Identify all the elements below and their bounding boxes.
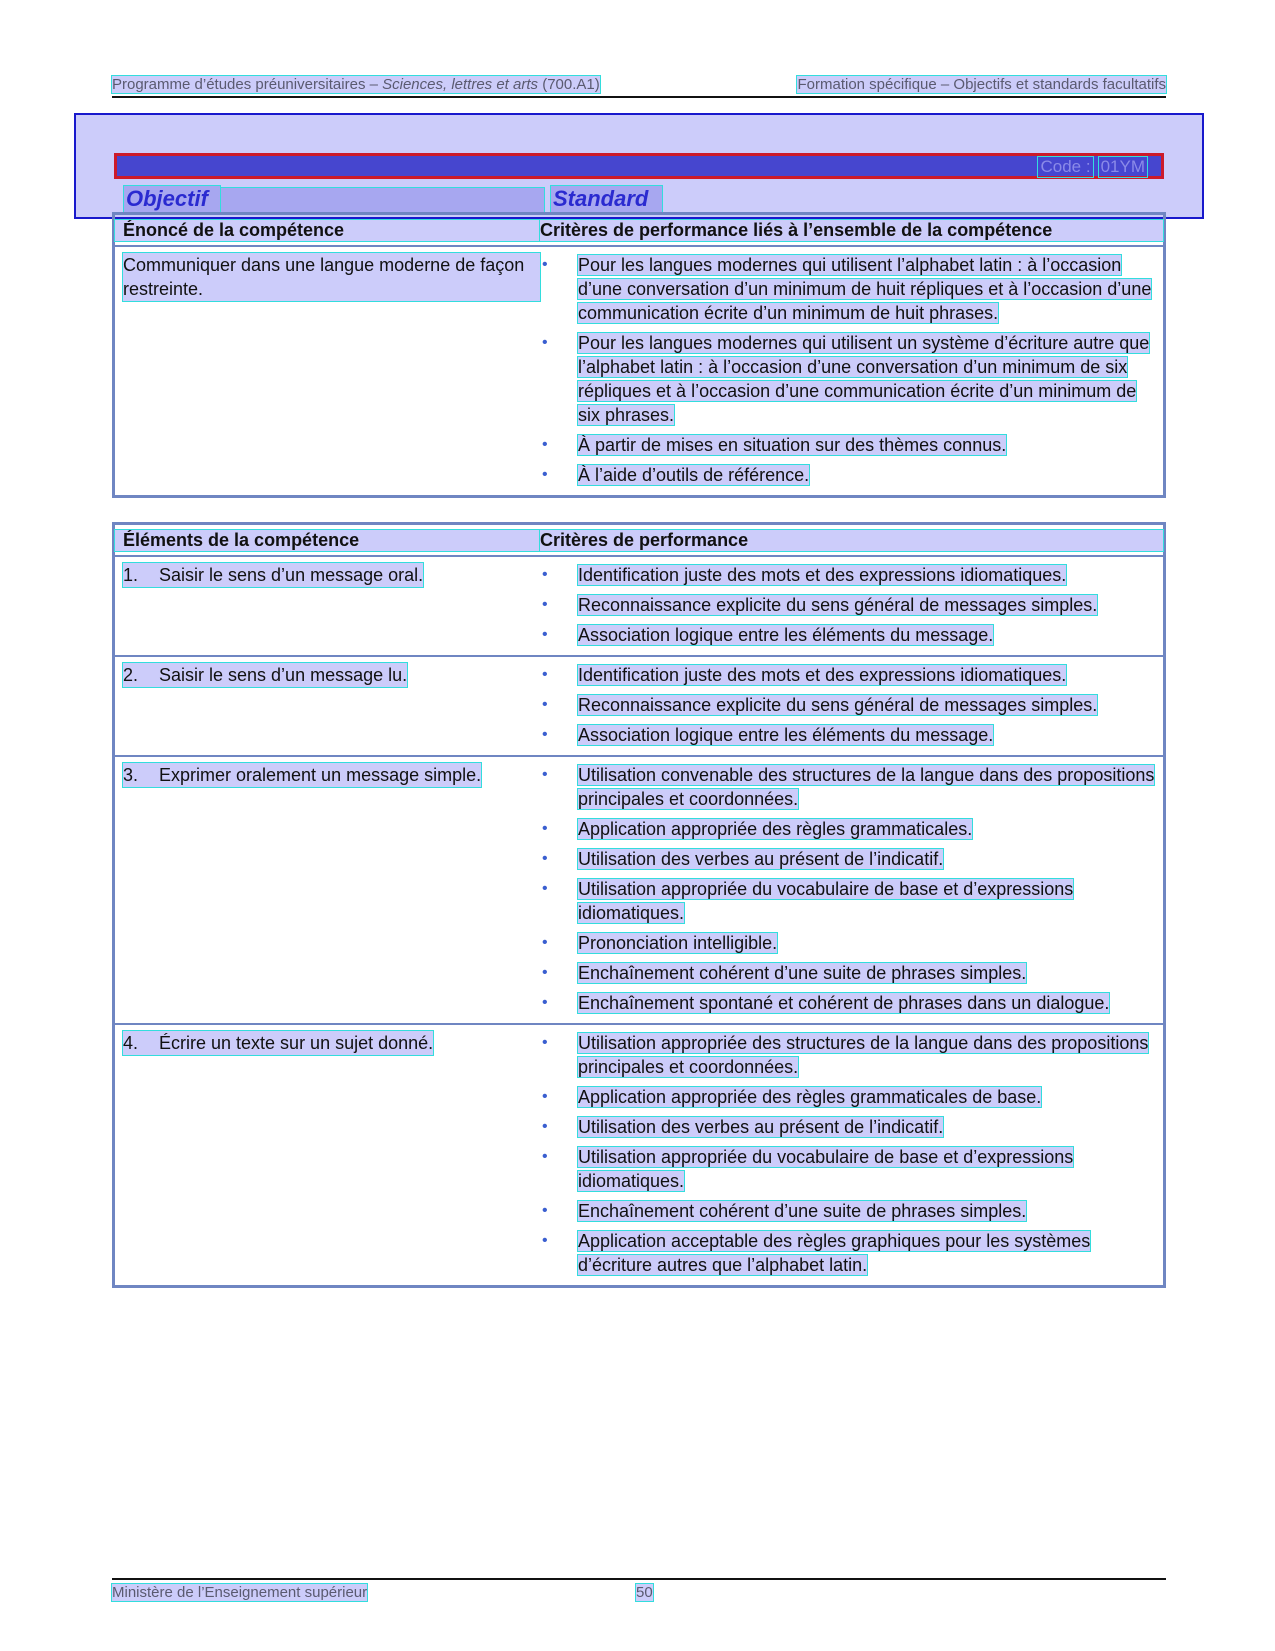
element-row (115, 757, 1163, 1025)
bullet-icon: • (542, 964, 548, 981)
code-label (1038, 157, 1147, 177)
bullet-icon: • (542, 994, 548, 1011)
element-number: 1. (123, 565, 139, 585)
bullet-icon: • (542, 880, 548, 897)
header-section: Formation spécifique – Objectifs et standards facultatifs (797, 76, 1166, 93)
element-label: Saisir le sens d’un message oral. (159, 565, 424, 585)
criterion-item (540, 961, 1155, 985)
bullet-icon: • (542, 1148, 548, 1165)
criterion-item (540, 663, 1155, 687)
performance-cell (540, 663, 1163, 747)
criteria-list (540, 1031, 1155, 1277)
bullet-icon: • (542, 256, 548, 273)
element-label: Exprimer oralement un message simple. (159, 765, 482, 785)
criterion-text: Utilisation des verbes au présent de l’indicatif. (578, 849, 944, 869)
criterion-item (540, 1085, 1155, 1109)
bullet-icon: • (542, 626, 548, 643)
criterion-text: Utilisation appropriée des structures de la langue dans des propositions principales et coordonnées. (578, 1033, 1149, 1077)
bullet-icon: • (542, 934, 548, 951)
code-bar (114, 153, 1164, 179)
element-cell (115, 763, 540, 1015)
element-cell (115, 663, 540, 747)
performance-cell (540, 563, 1163, 647)
statement-cell (115, 253, 540, 487)
bullet-icon: • (542, 820, 548, 837)
criterion-item (540, 763, 1155, 811)
element-number: 4. (123, 1033, 139, 1053)
criterion-text: Association logique entre les éléments du message. (578, 625, 994, 645)
criterion-text: Association logique entre les éléments du message. (578, 725, 994, 745)
criterion-item (540, 693, 1155, 717)
bullet-icon: • (542, 596, 548, 613)
criterion-text: Application acceptable des règles graphiques pour les systèmes d’écriture autres que l’alphabet latin. (578, 1231, 1091, 1275)
bullet-icon: • (542, 1088, 548, 1105)
performance-cell (540, 1031, 1163, 1277)
criterion-text: Enchaînement cohérent d’une suite de phrases simples. (578, 963, 1027, 983)
criterion-text: Reconnaissance explicite du sens général de messages simples. (578, 695, 1098, 715)
criterion-text: Utilisation appropriée du vocabulaire de base et d’expressions idiomatiques. (578, 1147, 1074, 1191)
page-number: 50 (636, 1584, 653, 1601)
header-program: Programme d’études préuniversitaires – Sciences, lettres et arts (700.A1) (112, 76, 600, 93)
criterion-text: Identification juste des mots et des expressions idiomatiques. (578, 565, 1067, 585)
competence-table (112, 212, 1166, 498)
elements-rows (115, 557, 1163, 1285)
element-cell (115, 563, 540, 647)
standard-title: Standard (551, 186, 662, 212)
element-label: Écrire un texte sur un sujet donné. (159, 1033, 434, 1053)
bullet-icon: • (542, 696, 548, 713)
bullet-icon: • (542, 466, 548, 483)
criterion-item (540, 1031, 1155, 1079)
criterion-item (540, 931, 1155, 955)
criteria-header: Critères de performance liés à l’ensemble de la compétence (540, 220, 1163, 241)
criterion-item (540, 1199, 1155, 1223)
criterion-item (540, 817, 1155, 841)
criterion-text: Application appropriée des règles grammaticales de base. (578, 1087, 1042, 1107)
competence-table-header (115, 215, 1163, 247)
bullet-icon: • (542, 1034, 548, 1051)
criterion-item (540, 253, 1155, 325)
code-label-text: Code : (1040, 157, 1091, 176)
page-header (112, 74, 1166, 98)
element-number: 2. (123, 665, 139, 685)
element-row (115, 657, 1163, 757)
bullet-icon: • (542, 436, 548, 453)
bullet-icon: • (542, 566, 548, 583)
criterion-item (540, 623, 1155, 647)
criterion-text: Utilisation appropriée du vocabulaire de base et d’expressions idiomatiques. (578, 879, 1074, 923)
element-label: Saisir le sens d’un message lu. (159, 665, 408, 685)
bullet-icon: • (542, 766, 548, 783)
objective-title: Objectif (124, 186, 220, 212)
bullet-icon: • (542, 1232, 548, 1249)
element-cell (115, 1031, 540, 1277)
criterion-text: Application appropriée des règles grammaticales. (578, 819, 973, 839)
criterion-text: Pour les langues modernes qui utilisent l’alphabet latin : à l’occasion d’une conversation d’un minimum de huit répliques et à l’occasion d’une communication écrite d’un minimum de huit phrases. (578, 255, 1152, 323)
criterion-item (540, 1115, 1155, 1139)
criteria-cell (540, 253, 1163, 487)
bullet-icon: • (542, 1118, 548, 1135)
criterion-item (540, 723, 1155, 747)
criterion-text: Pour les langues modernes qui utilisent un système d’écriture autre que l’alphabet latin : à l’occasion d’une conversation d’un minimum de six répliques et à l’occasion d’une communication écrite d’un minimum de six phrases. (578, 333, 1150, 425)
criteria-list (540, 663, 1155, 747)
criteria-list (540, 253, 1155, 487)
criterion-item (540, 877, 1155, 925)
criterion-text: Identification juste des mots et des expressions idiomatiques. (578, 665, 1067, 685)
performance-cell (540, 763, 1163, 1015)
elements-table (112, 522, 1166, 1288)
criterion-text: Utilisation des verbes au présent de l’indicatif. (578, 1117, 944, 1137)
criterion-item (540, 1229, 1155, 1277)
criterion-item (540, 593, 1155, 617)
criterion-text: Enchaînement cohérent d’une suite de phrases simples. (578, 1201, 1027, 1221)
element-text (123, 563, 423, 587)
elements-table-header (115, 525, 1163, 557)
element-number: 3. (123, 765, 139, 785)
statement-header: Énoncé de la compétence (115, 220, 540, 241)
element-text (123, 1031, 433, 1055)
bullet-icon: • (542, 666, 548, 683)
criteria-list (540, 563, 1155, 647)
criterion-text: Prononciation intelligible. (578, 933, 778, 953)
competence-statement: Communiquer dans une langue moderne de façon restreinte. (123, 253, 540, 301)
criterion-text: Enchaînement spontané et cohérent de phrases dans un dialogue. (578, 993, 1110, 1013)
element-text (123, 763, 481, 787)
element-row (115, 1025, 1163, 1285)
criterion-item (540, 463, 1155, 487)
criterion-text: À partir de mises en situation sur des thèmes connus. (578, 435, 1007, 455)
footer-ministry: Ministère de l’Enseignement supérieur (112, 1584, 368, 1601)
performance-header: Critères de performance (540, 530, 1163, 551)
bullet-icon: • (542, 850, 548, 867)
criterion-item (540, 1145, 1155, 1193)
competence-row (115, 247, 1163, 495)
elements-header: Éléments de la compétence (115, 530, 540, 551)
criterion-item (540, 563, 1155, 587)
criterion-text: Reconnaissance explicite du sens général de messages simples. (578, 595, 1098, 615)
page-footer (112, 1578, 1166, 1602)
criterion-item (540, 847, 1155, 871)
criterion-item (540, 991, 1155, 1015)
criterion-text: À l’aide d’outils de référence. (578, 465, 810, 485)
element-text (123, 663, 407, 687)
bullet-icon: • (542, 1202, 548, 1219)
element-row (115, 557, 1163, 657)
code-value: 01YM (1100, 157, 1145, 176)
criterion-text: Utilisation convenable des structures de la langue dans des propositions principales et coordonnées. (578, 765, 1155, 809)
bullet-icon: • (542, 334, 548, 351)
bullet-icon: • (542, 726, 548, 743)
criteria-list (540, 763, 1155, 1015)
criterion-item (540, 433, 1155, 457)
criterion-item (540, 331, 1155, 427)
